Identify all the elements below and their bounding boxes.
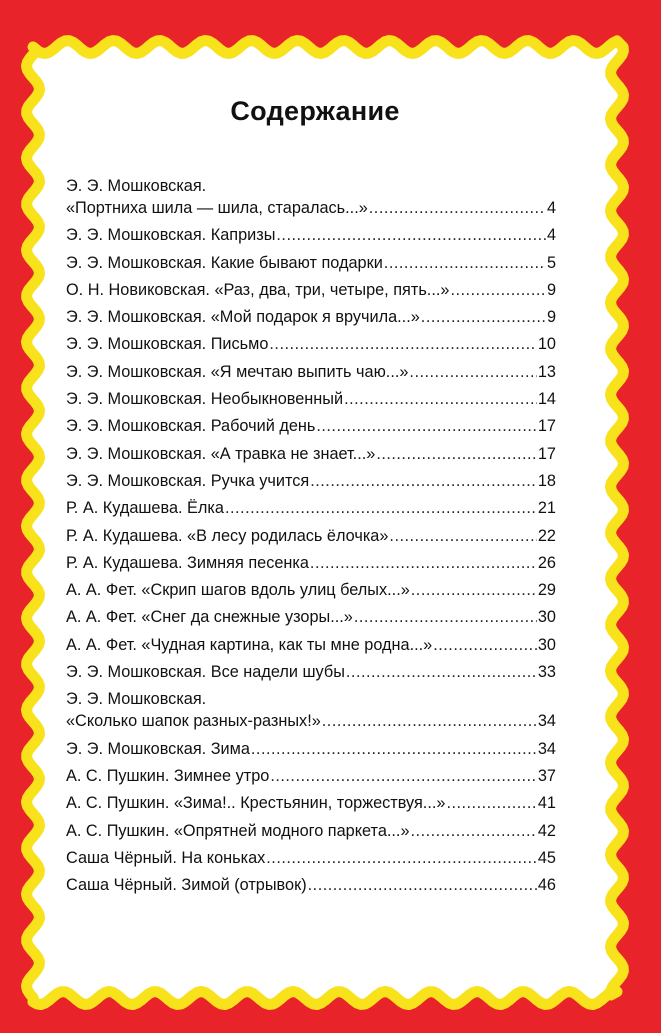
dot-leader bbox=[376, 443, 537, 465]
toc-entry bbox=[66, 688, 556, 732]
dot-leader bbox=[446, 792, 536, 814]
toc-entry-title: «Портниха шила — шила, старалась...» bbox=[66, 199, 368, 217]
toc-entry-line bbox=[66, 388, 556, 410]
toc-entry bbox=[66, 792, 556, 814]
toc-entry-line bbox=[66, 306, 556, 328]
toc-entry-page: 34 bbox=[537, 712, 556, 731]
toc-entry-title: Э. Э. Мошковская. Письмо bbox=[66, 335, 269, 354]
toc-entry-page: 9 bbox=[546, 280, 556, 299]
toc-entry bbox=[66, 443, 556, 465]
toc-entry bbox=[66, 847, 556, 869]
toc-entry-line bbox=[66, 443, 556, 465]
toc-entry-line bbox=[66, 333, 556, 355]
toc-entry-line bbox=[66, 738, 556, 760]
toc-entry-title: Э. Э. Мошковская. Какие бывают подарки bbox=[66, 253, 383, 272]
toc-entry bbox=[66, 820, 556, 842]
toc-entry-author: Э. Э. Мошковская. bbox=[66, 690, 207, 709]
dot-leader bbox=[389, 525, 536, 547]
toc-entry bbox=[66, 634, 556, 656]
toc-entry bbox=[66, 470, 556, 492]
dot-leader bbox=[310, 552, 537, 574]
toc-entry-page: 14 bbox=[537, 390, 556, 409]
toc-entry-page: 21 bbox=[537, 499, 556, 518]
toc-entry bbox=[66, 252, 556, 274]
toc-entry-title: Э. Э. Мошковская. «А травка не знает...» bbox=[66, 444, 376, 463]
toc-entry bbox=[66, 579, 556, 601]
toc-entry-line bbox=[66, 470, 556, 492]
toc-entry-title: Саша Чёрный. Зимой (отрывок) bbox=[66, 876, 307, 895]
dot-leader bbox=[354, 606, 537, 628]
toc-entry bbox=[66, 606, 556, 628]
toc-entry-line bbox=[66, 224, 556, 246]
toc-entry bbox=[66, 333, 556, 355]
toc-entry-page: 4 bbox=[546, 199, 556, 217]
toc-entry-line bbox=[66, 197, 556, 219]
toc-entry-title: Э. Э. Мошковская. Ручка учится bbox=[66, 471, 310, 490]
toc-entry-title: «Сколько шапок разных-разных!» bbox=[66, 712, 321, 731]
toc-entry-page: 18 bbox=[537, 471, 556, 490]
dot-leader bbox=[316, 415, 537, 437]
dot-leader bbox=[276, 224, 546, 246]
dot-leader bbox=[346, 661, 537, 683]
toc-entry bbox=[66, 388, 556, 410]
toc-entry-line bbox=[66, 579, 556, 601]
toc-entry-line bbox=[66, 792, 556, 814]
toc-entry-page: 42 bbox=[537, 821, 556, 840]
toc-entry-title: А. А. Фет. «Чудная картина, как ты мне родна...» bbox=[66, 635, 433, 654]
toc-entry-page: 45 bbox=[537, 848, 556, 867]
toc-entry-title: А. А. Фет. «Снег да снежные узоры...» bbox=[66, 608, 353, 627]
toc-entry-page: 22 bbox=[537, 526, 556, 545]
toc-entry bbox=[66, 525, 556, 547]
toc-entry-page: 30 bbox=[537, 635, 556, 654]
dot-leader bbox=[433, 634, 537, 656]
dot-leader bbox=[411, 820, 537, 842]
toc-entry-title: Э. Э. Мошковская. «Мой подарок я вручила...» bbox=[66, 308, 420, 327]
toc-entry-title: Э. Э. Мошковская. Все надели шубы bbox=[66, 663, 345, 682]
toc-entry-line bbox=[66, 279, 556, 301]
toc-entry-title: А. С. Пушкин. «Опрятней модного паркета...» bbox=[66, 821, 410, 840]
dot-leader bbox=[308, 874, 537, 896]
toc-entry-page: 10 bbox=[537, 335, 556, 354]
dot-leader bbox=[269, 333, 536, 355]
toc-entry-page: 17 bbox=[537, 417, 556, 436]
toc-entry bbox=[66, 738, 556, 760]
toc-entry-line bbox=[66, 606, 556, 628]
toc-entry-author: Э. Э. Мошковская. bbox=[66, 177, 207, 195]
dot-leader bbox=[266, 847, 537, 869]
toc-entry-line bbox=[66, 497, 556, 519]
toc-entry-title: Э. Э. Мошковская. Зима bbox=[66, 739, 250, 758]
toc-entry-line bbox=[66, 415, 556, 437]
toc-entry-title: А. А. Фет. «Скрип шагов вдоль улиц белых...» bbox=[66, 581, 410, 600]
dot-leader bbox=[450, 279, 546, 301]
toc-entry-page: 4 bbox=[546, 226, 556, 245]
toc-entry-title: О. Н. Новиковская. «Раз, два, три, четыре, пять...» bbox=[66, 280, 450, 299]
toc-entry-page: 30 bbox=[537, 608, 556, 627]
toc-entry-title: Э. Э. Мошковская. Рабочий день bbox=[66, 417, 316, 436]
dot-leader bbox=[270, 765, 537, 787]
toc-entry-title: А. С. Пушкин. Зимнее утро bbox=[66, 766, 270, 785]
dot-leader bbox=[369, 197, 546, 219]
toc-entry-page: 26 bbox=[537, 553, 556, 572]
toc-entry bbox=[66, 497, 556, 519]
toc-entry-page: 34 bbox=[537, 739, 556, 758]
toc-entry bbox=[66, 361, 556, 383]
toc-entry-page: 46 bbox=[537, 876, 556, 895]
dot-leader bbox=[251, 738, 537, 760]
toc-page bbox=[66, 96, 556, 901]
dot-leader bbox=[322, 710, 537, 732]
toc-list bbox=[66, 175, 556, 896]
toc-entry-page: 29 bbox=[537, 581, 556, 600]
toc-entry-title: Р. А. Кудашева. «В лесу родилась ёлочка» bbox=[66, 526, 389, 545]
toc-entry bbox=[66, 661, 556, 683]
toc-entry-line bbox=[66, 552, 556, 574]
toc-entry-line bbox=[66, 847, 556, 869]
toc-entry bbox=[66, 415, 556, 437]
toc-entry-line bbox=[66, 820, 556, 842]
toc-entry-page: 37 bbox=[537, 766, 556, 785]
toc-entry bbox=[66, 552, 556, 574]
page-title: Содержание bbox=[230, 96, 400, 126]
toc-entry-line bbox=[66, 765, 556, 787]
toc-entry bbox=[66, 224, 556, 246]
dot-leader bbox=[421, 306, 546, 328]
toc-entry-page: 41 bbox=[537, 794, 556, 813]
toc-entry-title: Р. А. Кудашева. Зимняя песенка bbox=[66, 553, 309, 572]
toc-entry-title: Э. Э. Мошковская. Необыкновенный bbox=[66, 390, 344, 409]
dot-leader bbox=[344, 388, 537, 410]
toc-entry-page: 13 bbox=[537, 362, 556, 381]
toc-entry bbox=[66, 765, 556, 787]
toc-entry bbox=[66, 175, 556, 219]
toc-entry-page: 33 bbox=[537, 663, 556, 682]
toc-entry-line bbox=[66, 525, 556, 547]
toc-entry-line bbox=[66, 634, 556, 656]
dot-leader bbox=[310, 470, 537, 492]
toc-entry-title: Э. Э. Мошковская. Капризы bbox=[66, 226, 276, 245]
toc-entry-line bbox=[66, 874, 556, 896]
dot-leader bbox=[411, 579, 537, 601]
toc-entry-line bbox=[66, 661, 556, 683]
toc-entry-page: 17 bbox=[537, 444, 556, 463]
dot-leader bbox=[384, 252, 546, 274]
toc-entry-line bbox=[66, 252, 556, 274]
dot-leader bbox=[409, 361, 536, 383]
toc-entry-title: Э. Э. Мошковская. «Я мечтаю выпить чаю...» bbox=[66, 362, 409, 381]
toc-entry bbox=[66, 279, 556, 301]
toc-entry-line bbox=[66, 710, 556, 732]
toc-entry-title: А. С. Пушкин. «Зима!.. Крестьянин, торжествуя...» bbox=[66, 794, 446, 813]
toc-entry bbox=[66, 306, 556, 328]
toc-entry bbox=[66, 874, 556, 896]
toc-entry-page: 5 bbox=[546, 253, 556, 272]
toc-entry-title: Саша Чёрный. На коньках bbox=[66, 848, 266, 867]
toc-entry-line bbox=[66, 361, 556, 383]
toc-entry-title: Р. А. Кудашева. Ёлка bbox=[66, 499, 224, 518]
dot-leader bbox=[225, 497, 537, 519]
toc-entry-page: 9 bbox=[546, 308, 556, 327]
